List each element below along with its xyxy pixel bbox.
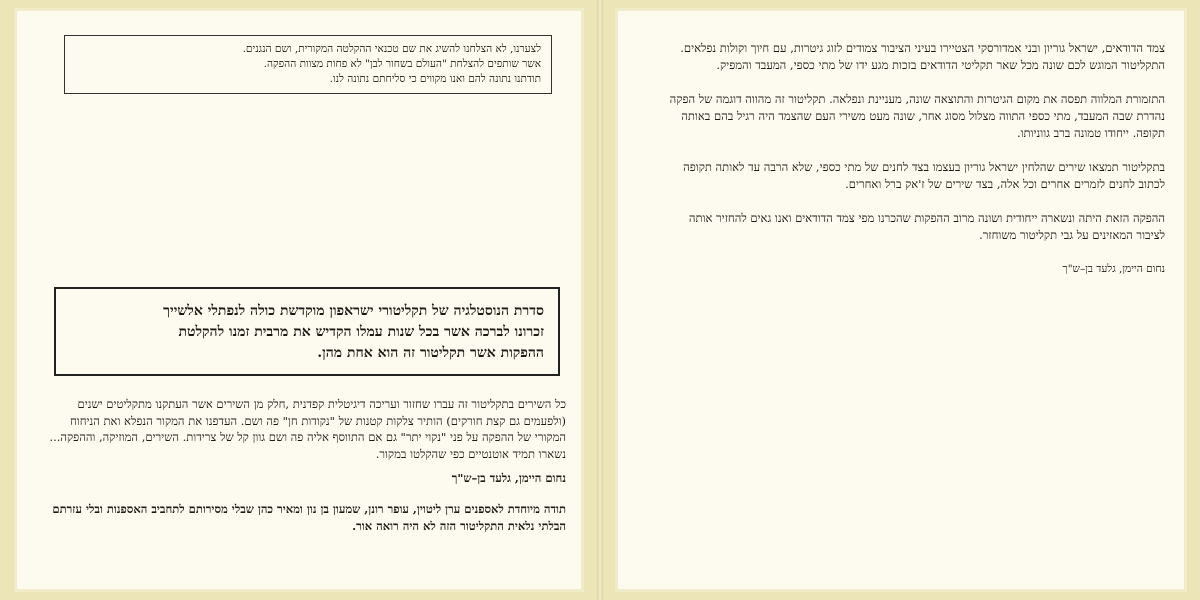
notice-box	[64, 35, 552, 94]
dedication-line-2: זכרונו לברכה אשר בכל שנות עמלו הקדיש את מרבית זמנו להקלטת	[178, 324, 544, 340]
left-signature: נחום היימן, גלעד בן–ש"ך	[451, 471, 566, 485]
notice-line-2: אשר שותפים להצלחת "העולם בשחור לבן" לא פחות מצוות ההפקה.	[263, 58, 541, 70]
notice-line-1: לצערנו, לא הצלחנו להשיג את שם טכנאי ההקלטה המקורית, ושם הנגנים.	[242, 43, 541, 55]
intro-paragraph: צמד הדודאים, ישראל גוריון ובני אמדורסקי הצטיירו בעיני הציבור צמודים לזוג גיטרות, עם חיוך וקולות נפלאים. התקליטור המוגש לכם שונה מכל שאר תקליטי הדודאים בזכות מגע ידו של מתי כספי, המעבד והמפיק.	[680, 41, 1165, 72]
orchestra-paragraph: התזמורת המלווה תפסה את מקום הגיטרות והתוצאה שונה, מעניינת ונפלאה. תקליטור זה מהווה דוגמה של הפקה נהדרת שבה המעבד, מתי כספי התווה מצלול מסוג אחר, שונה מעט משירי העם שהצמד היה רגיל בהם באותה תקופה. ייחודו טמונה ברב גווניותו.	[669, 92, 1165, 140]
left-body	[46, 396, 566, 535]
dedication-box	[54, 287, 560, 376]
left-page	[14, 8, 584, 592]
songs-paragraph: בתקליטור תמצאו שירים שהלחין ישראל גוריון בעצמו בצד לחנים של מתי כספי, שלא הרבה עד לאותה תקופה לכתוב לחנים לזמרים אחרים וכל אלה, בצד שירים של ז'אק ברל ואחרים.	[683, 160, 1165, 191]
dedication-line-1: סדרת הנוסטלגיה של תקליטורי ישראפון מוקדשת כולה לנפתלי אלשייך	[163, 303, 544, 319]
notice-line-3: תודתנו נתונה להם ואנו מקווים כי סליחתם נתונה לנו.	[329, 73, 541, 85]
center-fold	[597, 0, 603, 600]
right-page	[615, 8, 1187, 592]
thanks-paragraph: תודה מיוחדת לאספנים ערן ליטוין, עופר רונן, שמעון בן נון ומאיר כהן שבלי מסירותם לתחביב האספנות ובלי עזרתם הבלתי נלאית התקליטור הזה לא היה רואה אור.	[52, 501, 566, 533]
restoration-paragraph: כל השירים בתקליטור זה עברו שחזור ועריכה דיגיטלית קפדנית ,חלק מן השירים אשר העתקנו מתקליטים ישנים (ולפעמים גם קצת חורקים) הותיר צלקות קטנות של "נקודות חן" פה ושם. העדפנו את המקור הנפלא ואת הניחוח המקורי של ההפקה על פני "נקוי יתר" גם אם התווסף אליה פה ושם גוון קל של צרידות. השירים, המוזיקה, וההפקה... נשארו תמיד אוטנטיים כפי שהקלטו במקור.	[49, 397, 566, 461]
right-body	[660, 40, 1165, 295]
right-signature: נחום היימן, גלעד בן–ש"ך	[1062, 263, 1165, 275]
dedication-line-3: ההפקות אשר תקליטור זה הוא אחת מהן.	[317, 345, 544, 361]
production-paragraph: ההפקה הזאת היתה ונשארה ייחודית ושונה מרוב ההפקות שהכרנו מפי צמד הדודאים ואנו גאים להחזיר אותה לציבור המאזינים על גבי תקליטור משוחזר.	[688, 211, 1165, 242]
